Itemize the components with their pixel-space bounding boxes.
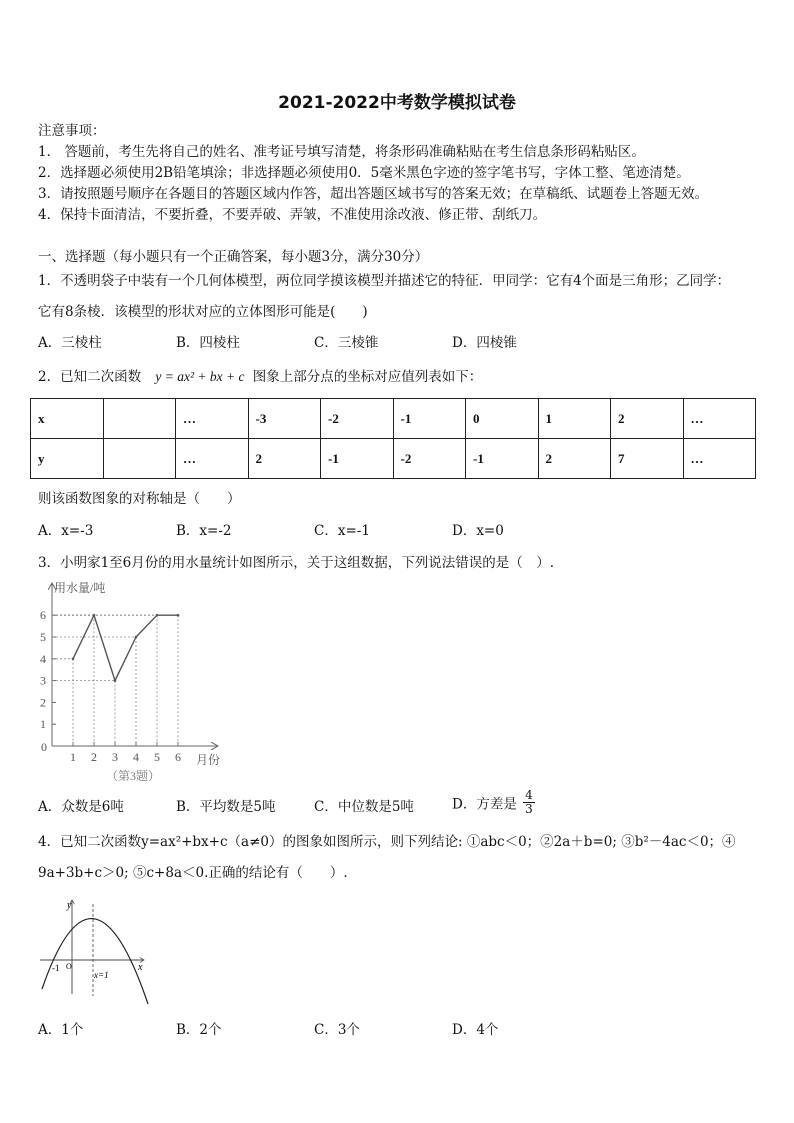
q4-option-b: B．2个 [176, 1022, 222, 1038]
table-cell: 2 [248, 439, 321, 479]
q1-line2: 它有8条棱．该模型的形状对应的立体图形可能是( ) [38, 304, 368, 320]
q3-stem: 3．小明家1至6月份的用水量统计如图所示，关于这组数据，下列说法错误的是（ ）. [38, 555, 555, 571]
q3-option-a: A．众数是6吨 [38, 799, 124, 815]
q2-option-d: D．x=0 [452, 523, 504, 539]
q1-option-d: D．四棱锥 [452, 335, 517, 351]
q4-option-a: A．1个 [38, 1022, 84, 1038]
q2-suffix: 图象上部分点的坐标对应值列表如下： [252, 369, 483, 385]
q4-line2: 9a+3b+c＞0; ⑤c+8a＜0.正确的结论有（ ）. [38, 865, 348, 881]
q3-option-d-label: D．方差是 [452, 796, 517, 813]
table-cell: -1 [321, 439, 394, 479]
chart-caption: （第3题） [106, 769, 161, 783]
q2-option-c: C．x=-1 [314, 523, 370, 539]
x-tick-label: 2 [91, 750, 97, 764]
q3-option-c: C．中位数是5吨 [314, 799, 414, 815]
q1-option-c: C．三棱锥 [314, 335, 379, 351]
graph-neg-one-label: -1 [52, 963, 60, 973]
data-point [72, 658, 75, 661]
parabola-graph [38, 896, 158, 1011]
x-tick-label: 1 [70, 750, 76, 764]
y-tick-label: 2 [40, 695, 46, 710]
table-cell: … [683, 439, 756, 479]
graph-axis-label: x=1 [94, 970, 109, 980]
q2-formula: y = ax² + bx + c [155, 369, 245, 384]
origin-label: 0 [41, 740, 47, 754]
q2-question: 则该函数图象的对称轴是（ ） [38, 491, 241, 507]
table-cell: -1 [393, 399, 466, 439]
data-point [156, 614, 159, 617]
data-point [93, 614, 96, 617]
table-cell: 2 [538, 439, 611, 479]
notice-item-1: 1． 答题前，考生先将自己的姓名、准考证号填写清楚，将条形码准确粘贴在考生信息条形码粘贴区。 [38, 144, 645, 160]
data-point [114, 679, 117, 682]
table-cell: 1 [538, 399, 611, 439]
table-row [31, 439, 756, 479]
table-cell: -2 [393, 439, 466, 479]
water-usage-chart [34, 578, 234, 788]
x-tick-label: 3 [112, 750, 118, 764]
q1-option-a: A．三棱柱 [38, 335, 102, 351]
table-row [31, 399, 756, 439]
notice-heading: 注意事项： [38, 123, 106, 139]
q1-line1: 1．不透明袋子中装有一个几何体模型，两位同学摸该模型并描述它的特征．甲同学：它有4个面是三角形；乙同学： [38, 273, 731, 289]
notice-item-4: 4．保持卡面清洁，不要折叠，不要弄破、弄皱，不准使用涂改液、修正带、刮纸刀。 [38, 207, 547, 223]
q2-option-a: A．x=-3 [38, 523, 94, 539]
table-cell: 0 [466, 399, 539, 439]
y-tick-label: 4 [40, 651, 46, 666]
y-axis-label: 用水量/吨 [54, 581, 106, 595]
y-tick-label: 5 [40, 630, 46, 644]
table-cell: 7 [611, 439, 684, 479]
values-table [30, 398, 756, 479]
q3-option-b: B．平均数是5吨 [176, 799, 276, 815]
page-title: 2021-2022中考数学模拟试卷 [278, 93, 516, 113]
q3-option-d [452, 789, 535, 816]
table-cell: x [31, 399, 104, 439]
table-cell: … [176, 439, 249, 479]
q4-option-d: D．4个 [452, 1022, 499, 1038]
q2-stem [38, 367, 482, 387]
table-cell: … [176, 399, 249, 439]
fraction-numerator: 4 [525, 788, 533, 802]
y-tick-label: 3 [40, 673, 46, 688]
parabola-curve [42, 919, 148, 1004]
notice-item-3: 3．请按照题号顺序在各题目的答题区域内作答，超出答题区域书写的答案无效；在草稿纸、试题卷上答题无效。 [38, 186, 709, 202]
y-tick-label: 6 [40, 608, 46, 623]
graph-y-label: y [67, 900, 72, 911]
x-axis-label: 月份 [196, 753, 221, 767]
x-tick-label: 6 [175, 750, 181, 764]
q4-line1: 4．已知二次函数y=ax²+bx+c（a≠0）的图象如图所示，则下列结论: ①abc＜0；②2a＋b=0; ③b²－4ac＜0；④ [38, 834, 736, 850]
graph-origin-label: O [66, 962, 72, 971]
table-cell [103, 399, 176, 439]
table-cell: y [31, 439, 104, 479]
fraction-denominator: 3 [525, 802, 533, 816]
variance-fraction [523, 789, 535, 816]
table-cell: 2 [611, 399, 684, 439]
series-line [73, 615, 178, 680]
q2-prefix: 2．已知二次函数 [38, 369, 142, 385]
x-tick-label: 4 [133, 750, 139, 764]
x-tick-label: 5 [154, 750, 160, 764]
q1-option-b: B．四棱柱 [176, 335, 240, 351]
table-cell: … [683, 399, 756, 439]
notice-item-2: 2．选择题必须使用2B铅笔填涂；非选择题必须使用0．5毫米黑色字迹的签字笔书写，字体工整、笔迹清楚。 [38, 165, 690, 181]
q4-option-c: C．3个 [314, 1022, 360, 1038]
data-point [177, 614, 180, 617]
q2-option-b: B．x=-2 [176, 523, 232, 539]
table-cell: -1 [466, 439, 539, 479]
table-cell [103, 439, 176, 479]
table-cell: -3 [248, 399, 321, 439]
section-heading: 一、选择题（每小题只有一个正确答案，每小题3分，满分30分） [38, 249, 429, 265]
graph-x-label: x [138, 962, 143, 973]
table-cell: -2 [321, 399, 394, 439]
y-tick-label: 1 [40, 717, 46, 732]
data-point [135, 636, 138, 639]
